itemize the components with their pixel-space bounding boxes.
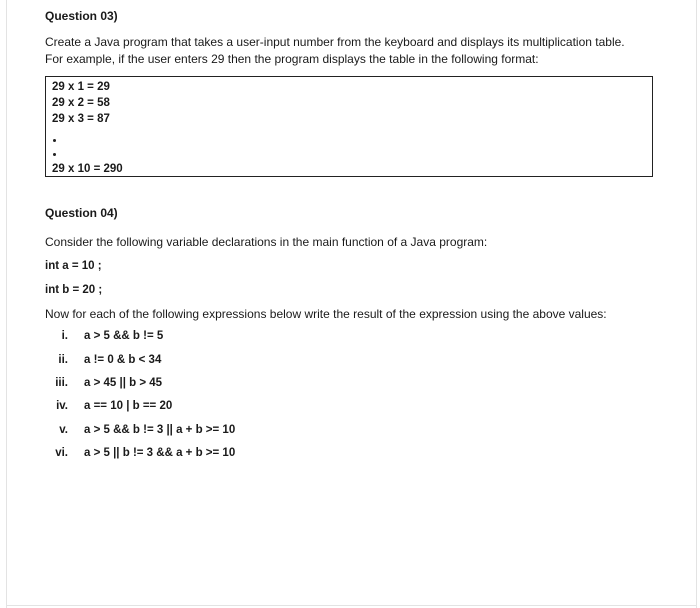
expression-number: iv. — [56, 400, 68, 412]
question-04-intro: Consider the following variable declarations in the main function of a Java program: — [45, 235, 488, 249]
ellipsis-dot — [53, 153, 56, 156]
expression-text: a != 0 & b < 34 — [84, 354, 162, 366]
question-03-line-2: For example, if the user enters 29 then the program displays the table in the following format: — [45, 52, 539, 66]
expression-item — [0, 354, 700, 370]
table-row: 29 x 2 = 58 — [52, 97, 110, 109]
declaration-b: int b = 20 ; — [45, 284, 103, 296]
question-03-heading: Question 03) — [45, 9, 118, 23]
expression-number: vi. — [55, 447, 68, 459]
table-row-last: 29 x 10 = 290 — [52, 163, 123, 175]
multiplication-table-box — [45, 76, 653, 177]
declaration-a: int a = 10 ; — [45, 260, 102, 272]
expression-item — [0, 330, 700, 346]
table-row: 29 x 1 = 29 — [52, 81, 110, 93]
expression-item — [0, 424, 700, 440]
expression-item — [0, 400, 700, 416]
expression-number: ii. — [58, 354, 68, 366]
question-04-instruction: Now for each of the following expressions below write the result of the expression using the above values: — [45, 307, 607, 321]
question-04-heading: Question 04) — [45, 206, 118, 220]
page-edge-right — [696, 0, 697, 608]
expression-text: a > 5 && b != 3 || a + b >= 10 — [84, 424, 236, 436]
ellipsis-dot — [53, 139, 56, 142]
expression-item — [0, 447, 700, 463]
table-row: 29 x 3 = 87 — [52, 113, 110, 125]
page-edge-bottom — [6, 605, 697, 606]
expression-text: a > 5 && b != 5 — [84, 330, 164, 342]
expression-text: a == 10 | b == 20 — [84, 400, 173, 412]
expression-number: i. — [61, 330, 68, 342]
question-03-line-1: Create a Java program that takes a user-input number from the keyboard and displays its multiplication table. — [45, 35, 625, 49]
expression-number: iii. — [55, 377, 68, 389]
expression-item — [0, 377, 700, 393]
page-edge-left — [6, 0, 7, 608]
expression-number: v. — [59, 424, 68, 436]
expression-text: a > 5 || b != 3 && a + b >= 10 — [84, 447, 236, 459]
expression-text: a > 45 || b > 45 — [84, 377, 163, 389]
